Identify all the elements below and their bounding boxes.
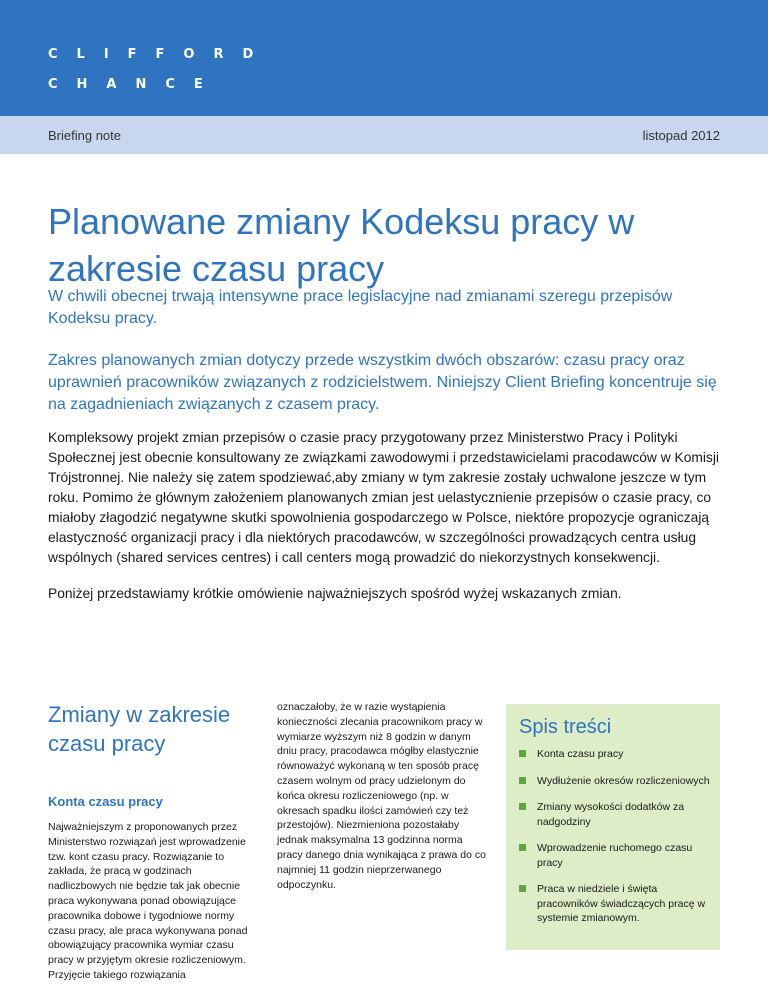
left-column-text: Najważniejszym z proponowanych przez Ministerstwo rozwiązań jest wprowadzenie tzw. kont czasu pracy. Rozwiązanie to zakłada, że pracą w godzinach nadliczbowych nie będzie tak jak obecnie praca wykonywana ponad obowiązujące pracownika dobowe i tygodniowe normy czasu pracy, ale praca wykonywana ponad obowiązujący pracownika wymiar czasu pracy w przyjętym okresie rozliczeniowym. Przyjęcie takiego rozwiązania [48, 821, 248, 981]
square-bullet-icon [519, 844, 526, 851]
body-paragraph-2: Poniżej przedstawiamy krótkie omówienie najważniejszych spośród wyżej wskazanych zmian. [48, 586, 622, 601]
toc-item-label: Wydłużenie okresów rozliczeniowych [537, 774, 710, 787]
header-banner [0, 0, 768, 116]
logo-line-1: CLIFFORD [48, 47, 273, 62]
toc-item-label: Konta czasu pracy [537, 748, 624, 760]
toc-item[interactable] [519, 841, 714, 870]
logo-line-2: CHANCE [48, 77, 222, 92]
toc-item-label: Wprowadzenie ruchomego czasu pracy [537, 842, 693, 869]
square-bullet-icon [519, 885, 526, 892]
toc-item-label: Praca w niedziele i święta pracowników świadczących pracę w systemie zmianowym. [537, 883, 706, 924]
toc-item[interactable] [519, 747, 714, 762]
section-subheading: Konta czasu pracy [48, 794, 163, 809]
middle-column [277, 700, 489, 892]
table-of-contents [506, 704, 720, 950]
toc-item[interactable] [519, 882, 714, 926]
toc-item-label: Zmiany wysokości dodatków za nadgodziny [537, 801, 685, 828]
intro-paragraph-2: Zakres planowanych zmian dotyczy przede wszystkim dwóch obszarów: czasu pracy oraz uprawnień pracowników związanych z rodzicielstwem. Niniejszy Client Briefing koncentruje się na zagadnieniach związanych z czasem pracy. [48, 352, 717, 413]
middle-column-text: oznaczałoby, że w razie wystąpienia konieczności zlecania pracownikom pracy w wymiarze wyższym niż 8 godzin w danym dniu pracy, pracodawca mógłby elastycznie równoważyć wykonaną w ten sposób pracę czasem wolnym od pracy udzielonym do końca okresu rozliczeniowego (np. w okresach spadku ilości zamówień czy też przestojów). Niezmieniona pozostałaby jednak maksymalna 13 godzinna norma pracy danego dnia wynikająca z prawa do co najmniej 11 godzin nieprzerwanego odpoczynku. [277, 701, 486, 891]
toc-title: Spis treści [519, 716, 612, 738]
body-paragraph-1: Kompleksowy projekt zmian przepisów o czasie pracy przygotowany przez Ministerstwo Pracy i Polityki Społecznej jest obecnie konsultowany ze związkami zawodowymi i przedstawicielami pracodawców w Komisji Trójstronnej. Nie należy się zatem spodziewać,aby zmiany w tym zakresie zostały uchwalone jeszcze w tym roku. Pomimo że głównym założeniem planowanych zmian jest uelastycznienie przepisów o czasie pracy, co miałoby złagodzić negatywne skutki spowolnienia gospodarczego w Polsce, niektóre propozycje ograniczają elastyczność organizacji pracy i dla niektórych pracodawców, w szczególności prowadzących centra usług wspólnych (shared services centres) i call centers mogą prowadzić do niekorzystnych konsekwencji. [48, 430, 719, 565]
section-heading: Zmiany w zakresie czasu pracy [48, 702, 231, 756]
page-title: Planowane zmiany Kodeksu pracy w zakresie czasu pracy [48, 201, 635, 289]
toc-list [519, 747, 714, 938]
toc-item[interactable] [519, 800, 714, 829]
square-bullet-icon [519, 777, 526, 784]
document-type: Briefing note [48, 128, 121, 143]
square-bullet-icon [519, 803, 526, 810]
left-column [48, 700, 260, 983]
clifford-chance-logo [48, 40, 272, 100]
document-date: listopad 2012 [642, 128, 720, 143]
square-bullet-icon [519, 750, 526, 757]
toc-item[interactable] [519, 774, 714, 789]
briefing-bar [0, 116, 768, 154]
intro-paragraph-1: W chwili obecnej trwają intensywne prace legislacyjne nad zmianami szeregu przepisów Kodeksu pracy. [48, 288, 673, 327]
